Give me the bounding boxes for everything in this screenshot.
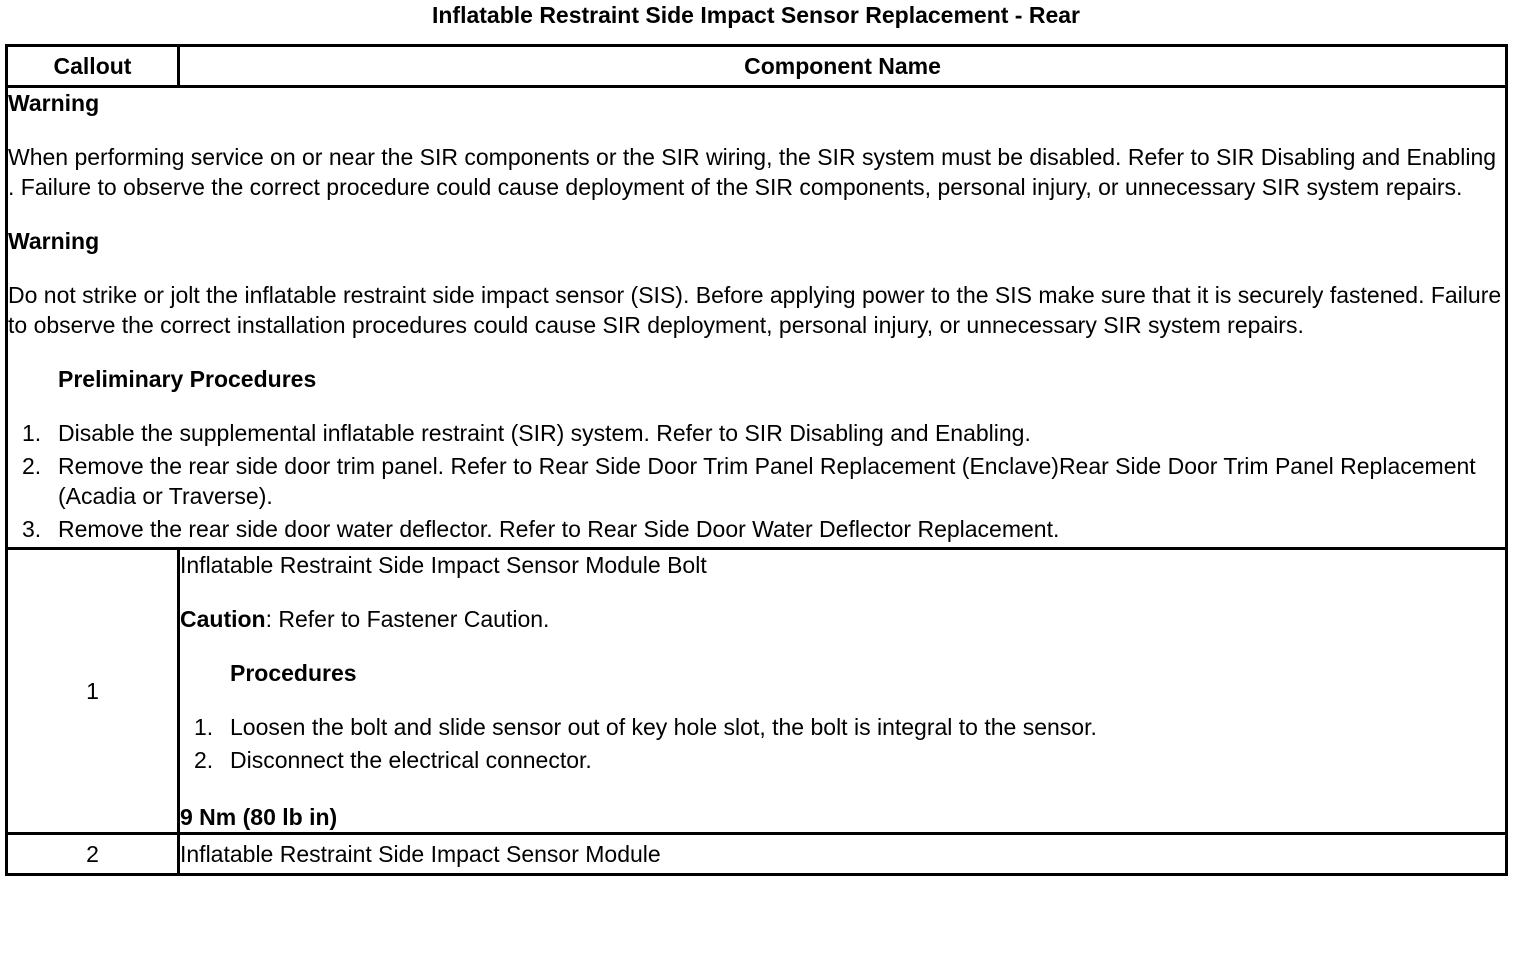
table-header-row — [7, 46, 1507, 87]
component-cell — [179, 549, 1507, 834]
procedure-steps-list — [180, 712, 1505, 775]
procedures-heading: Procedures — [230, 660, 357, 686]
step-number: 2. — [194, 747, 214, 773]
step-text: Remove the rear side door trim panel. Refer to Rear Side Door Trim Panel Replacement (Enclave)Rear Side Door Trim Panel Replacement (Acadia or Traverse). — [58, 453, 1476, 509]
step-number: 2. — [22, 453, 42, 479]
list-item — [180, 745, 1505, 775]
list-item — [180, 712, 1505, 742]
table-row — [7, 834, 1507, 875]
warnings-row — [7, 87, 1507, 549]
step-text: Remove the rear side door water deflector. Refer to Rear Side Door Water Deflector Replacement. — [58, 516, 1060, 542]
warning-label: Warning — [8, 90, 100, 116]
step-text: Disconnect the electrical connector. — [230, 747, 592, 773]
torque-spec: 9 Nm (80 lb in) — [180, 804, 338, 830]
caution-line — [180, 604, 1505, 634]
warning-text: Do not strike or jolt the inflatable restraint side impact sensor (SIS). Before applying power to the SIS make sure that it is securely fastened. Failure to observe the correct installation procedures could cause SIR deployment, personal injury, or unnecessary SIR system repairs. — [8, 282, 1502, 338]
warning-label: Warning — [8, 228, 100, 254]
step-text: Disable the supplemental inflatable restraint (SIR) system. Refer to SIR Disabling and Enabling. — [58, 420, 1031, 446]
list-item — [8, 418, 1505, 448]
caution-label: Caution — [180, 606, 266, 632]
list-item — [8, 514, 1505, 544]
warning-text: When performing service on or near the SIR components or the SIR wiring, the SIR system must be disabled. Refer to SIR Disabling and Enabling . Failure to observe the correct procedure could cause deployment of the SIR components, personal injury, or unnecessary SIR system repairs. — [8, 144, 1497, 200]
table-row — [7, 549, 1507, 834]
component-name-header: Component Name — [179, 46, 1507, 87]
preliminary-steps-list — [8, 418, 1505, 544]
callout-number: 1 — [7, 549, 179, 834]
step-number: 1. — [194, 714, 214, 740]
preliminary-procedures-heading: Preliminary Procedures — [58, 366, 317, 392]
component-name: Inflatable Restraint Side Impact Sensor Module Bolt — [180, 552, 707, 578]
warnings-cell — [7, 87, 1507, 549]
step-text: Loosen the bolt and slide sensor out of key hole slot, the bolt is integral to the sensor. — [230, 714, 1097, 740]
procedure-table — [5, 44, 1508, 876]
callout-number: 2 — [7, 834, 179, 875]
step-number: 1. — [22, 420, 42, 446]
list-item — [8, 451, 1505, 511]
caution-text: : Refer to Fastener Caution. — [265, 606, 550, 632]
step-number: 3. — [22, 516, 42, 542]
component-name: Inflatable Restraint Side Impact Sensor Module — [179, 834, 1507, 875]
callout-header: Callout — [7, 46, 179, 87]
page-title: Inflatable Restraint Side Impact Sensor Replacement - Rear — [431, 2, 1081, 28]
